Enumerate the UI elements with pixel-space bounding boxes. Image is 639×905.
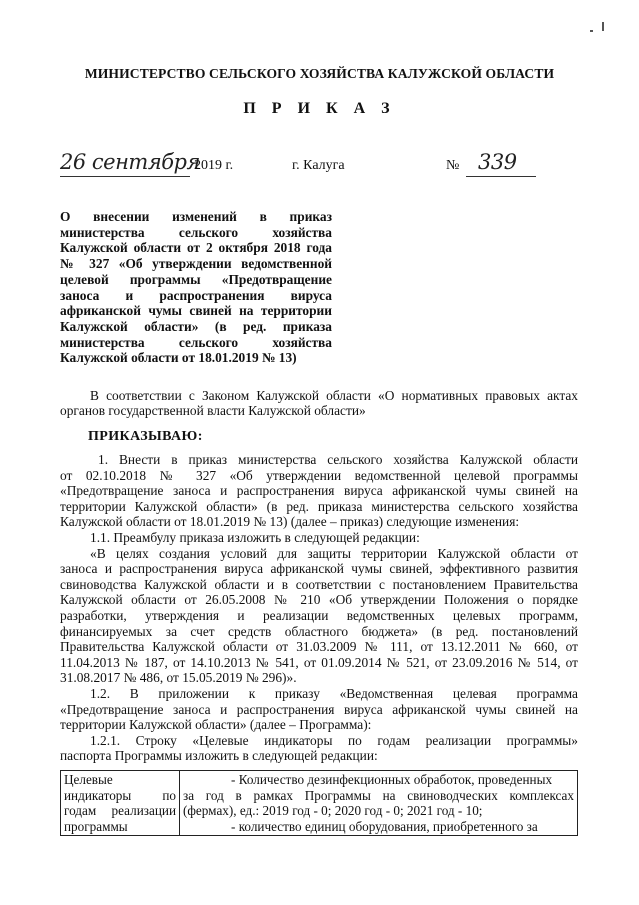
indicators-table bbox=[60, 770, 578, 836]
clause-line: Правительства Калужской области от 31.03.2009 № 111, от 13.12.2011 № 660, от bbox=[60, 639, 578, 655]
number-underline bbox=[466, 176, 536, 177]
clause-1-1 bbox=[60, 530, 578, 546]
decree-word: ПРИКАЗЫВАЮ: bbox=[88, 429, 203, 444]
date-line bbox=[0, 146, 639, 180]
subject-line: целевой программы «Предотвращение bbox=[60, 271, 332, 287]
cell-line: (фермах), ед.: 2019 год - 0; 2020 год - 0; 2021 год - 10; bbox=[183, 803, 483, 819]
clause-line: 1.2.1. Строку «Целевые индикаторы по годам реализации программы» bbox=[90, 732, 578, 748]
clause-line: заноса и распространения вируса африканской чумы свиней, эффективного развития bbox=[60, 561, 578, 577]
order-clauses bbox=[60, 452, 578, 764]
cell-line: - Количество дезинфекционных обработок, проведенных bbox=[231, 772, 553, 787]
cell-line: Целевые bbox=[64, 772, 113, 787]
clause-line: «Предотвращение заноса и распространения вируса африканской чумы свиней на bbox=[60, 701, 578, 717]
order-title: П Р И К А З bbox=[243, 100, 396, 117]
subject-line: Калужской области от 2 октября 2018 года bbox=[60, 240, 332, 256]
clause-line: 11.04.2013 № 187, от 14.10.2013 № 541, от 01.09.2014 № 521, от 23.09.2016 № 514, от bbox=[60, 654, 578, 670]
subject-line: африканской чумы свиней на территории bbox=[60, 303, 332, 319]
subject-line: Калужской области от 18.01.2019 № 13) bbox=[60, 350, 297, 366]
scan-artifact bbox=[590, 30, 593, 32]
clause-1-1-text bbox=[60, 546, 578, 686]
order-city: г. Калуга bbox=[292, 158, 345, 173]
subject-line: министерства сельского хозяйства bbox=[60, 334, 332, 350]
indicator-label-cell bbox=[61, 771, 180, 836]
cell-line: за год в рамках Программы на свиноводческих комплексах bbox=[183, 787, 574, 803]
cell-line: программы bbox=[64, 818, 128, 834]
clause-line: финансируемых за счет средств областного бюджета» (в ред. постановлений bbox=[60, 623, 578, 639]
clause-line: Калужской области от 26.05.2008 № 210 «Об утверждении Положения о порядке bbox=[60, 592, 578, 608]
preamble-line: В соответствии с Законом Калужской области «О нормативных правовых актах bbox=[90, 388, 578, 403]
clause-line: территории Калужской области» (далее – Программа): bbox=[60, 717, 372, 733]
subject-line: министерства сельского хозяйства bbox=[60, 224, 332, 240]
cell-line: - количество единиц оборудования, приобретенного за bbox=[231, 818, 538, 834]
clause-line: свиноводства Калужской области и в соответствии с постановлением Правительства bbox=[60, 576, 578, 592]
date-underline bbox=[60, 176, 190, 177]
clause-line: паспорта Программы изложить в следующей редакции: bbox=[60, 748, 378, 764]
subject-line: заноса и распространения вируса bbox=[60, 287, 332, 303]
handwritten-number: 339 bbox=[478, 150, 517, 174]
clause-line: территории Калужской области» (в ред. приказа министерства сельского хозяйства bbox=[60, 498, 578, 514]
subject-line: О внесении изменений в приказ bbox=[60, 209, 332, 224]
clause-line: 1. Внести в приказ министерства сельского хозяйства Калужской области bbox=[98, 452, 578, 467]
cell-line: индикаторы по bbox=[64, 787, 176, 803]
preamble bbox=[60, 388, 578, 419]
subject-line: № 327 «Об утверждении ведомственной bbox=[60, 256, 332, 272]
clause-line: 31.08.2017 № 486, от 15.05.2019 № 296)». bbox=[60, 670, 297, 686]
ministry-name: МИНИСТЕРСТВО СЕЛЬСКОГО ХОЗЯЙСТВА КАЛУЖСКОЙ ОБЛАСТИ bbox=[84, 66, 555, 81]
cell-line: годам реализации bbox=[64, 803, 176, 819]
clause-line: Калужской области от 18.01.2019 № 13) (далее – приказ) следующие изменения: bbox=[60, 514, 520, 530]
order-subject bbox=[60, 209, 332, 366]
clause-line: 1.1. Преамбулу приказа изложить в следующей редакции: bbox=[90, 529, 420, 545]
clause-1-2-1 bbox=[60, 733, 578, 764]
order-number-label: № bbox=[446, 158, 460, 173]
clause-1-2 bbox=[60, 686, 578, 733]
clause-line: «Предотвращение заноса и распространения вируса африканской чумы свиней на bbox=[60, 483, 578, 499]
clause-line: 1.2. В приложении к приказу «Ведомственная целевая программа bbox=[90, 685, 578, 701]
clause-line: от 02.10.2018 № 327 «Об утверждении ведомственной целевой программы bbox=[60, 467, 578, 483]
clause-line: «В целях создания условий для защиты территории Калужской области от bbox=[90, 545, 578, 561]
subject-line: Калужской области» (в ред. приказа bbox=[60, 318, 332, 334]
clause-line: разработки, утверждения и реализации ведомственных целевых программ, bbox=[60, 607, 578, 623]
indicator-value-cell bbox=[180, 771, 578, 836]
table-row bbox=[61, 771, 578, 836]
clause-1 bbox=[60, 452, 578, 530]
scan-artifact bbox=[602, 22, 604, 31]
preamble-line: органов государственной власти Калужской области» bbox=[60, 403, 366, 419]
order-year: 2019 г. bbox=[194, 158, 234, 173]
handwritten-date: 26 сентября bbox=[60, 150, 200, 174]
